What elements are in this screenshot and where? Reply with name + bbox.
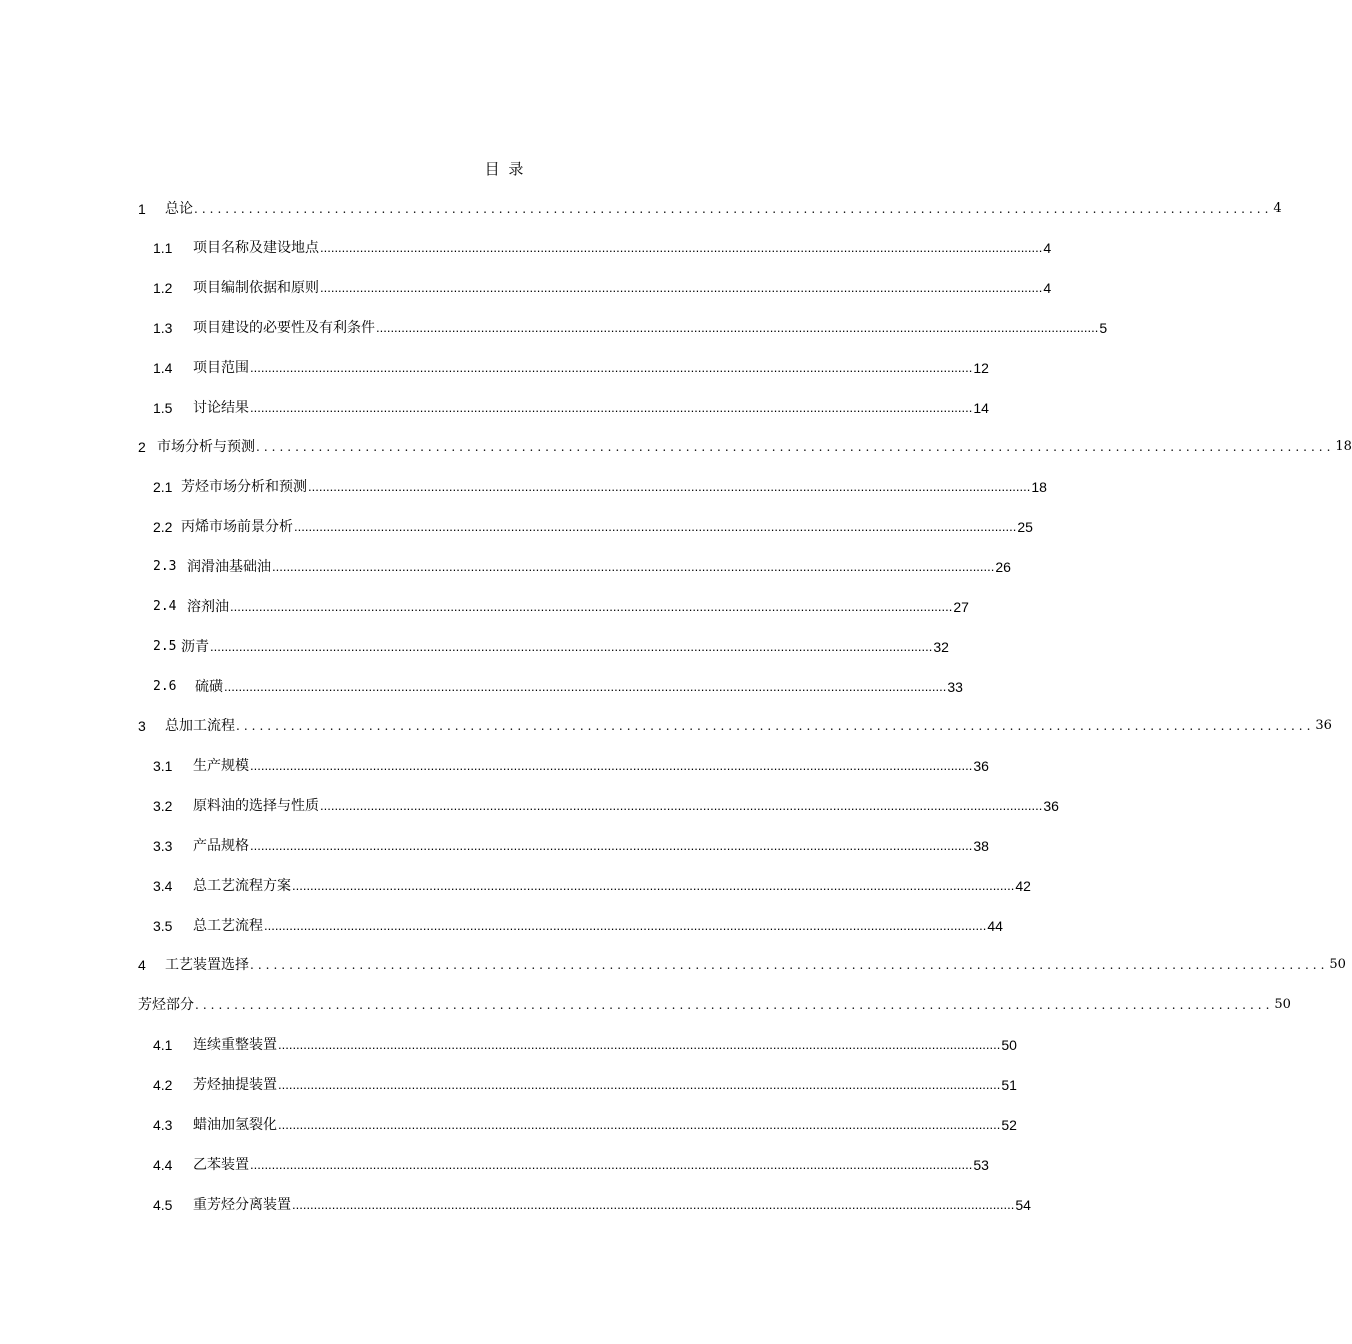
toc-entry[interactable] — [153, 1071, 1017, 1095]
toc-entry-number: 4.3 — [153, 1117, 173, 1133]
toc-dot-leader: ........................................................................................................................................................................................................ — [292, 878, 1015, 893]
toc-dot-leader: ........................................................................................................................................................................................................ — [292, 1197, 1015, 1212]
toc-entry-number: 4 — [138, 957, 146, 973]
toc-entry[interactable] — [153, 1111, 1017, 1135]
toc-entry-label: 丙烯市场前景分析 — [181, 519, 293, 535]
toc-entry-page: 4 — [1043, 280, 1052, 296]
toc-entry-number: 4.2 — [153, 1077, 173, 1093]
toc-dot-leader: ........................................................................................................................................................................................................ — [250, 838, 973, 853]
toc-entry-label: 溶剂油 — [187, 599, 229, 615]
toc-entry[interactable] — [138, 951, 1346, 975]
toc-entry-label: 沥青 — [181, 639, 209, 655]
toc-dot-leader: ........................................................................................................................................................................................................ — [264, 918, 987, 933]
toc-entry-page: 38 — [973, 838, 989, 854]
toc-entry[interactable] — [153, 752, 989, 776]
toc-entry-page: 36 — [1315, 718, 1332, 733]
toc-entry-number: 3.1 — [153, 758, 173, 774]
toc-dot-leader: ........................................................................................................................................................................................................ — [210, 639, 933, 654]
toc-entry-page: 53 — [973, 1157, 989, 1173]
toc-entry-label: 项目建设的必要性及有利条件 — [193, 320, 375, 336]
toc-entry-number: 2 — [138, 439, 146, 455]
toc-entry-label: 总工艺流程方案 — [193, 878, 291, 894]
toc-entry-label: 总工艺流程 — [193, 918, 263, 934]
toc-entry[interactable] — [153, 1031, 1017, 1055]
toc-entry-label: 润滑油基础油 — [187, 559, 271, 575]
toc-entry-page: 50 — [1274, 997, 1291, 1012]
toc-entry[interactable] — [153, 1151, 989, 1175]
toc-entry-number: 2.6 — [153, 679, 177, 694]
toc-entry[interactable] — [138, 991, 1291, 1015]
toc-entry-page: 26 — [995, 559, 1011, 575]
toc-entry-number: 2.5 — [153, 639, 177, 654]
toc-dot-leader: ........................................................................................................................................................................................................ — [230, 599, 953, 614]
toc-entry-number: 1.4 — [153, 360, 173, 376]
toc-entry-label: 芳烃部分 — [138, 997, 194, 1013]
toc-entry[interactable] — [153, 394, 989, 418]
toc-entry-label: 总论 — [165, 201, 193, 217]
toc-entry-page: 54 — [1015, 1197, 1031, 1213]
toc-dot-leader: ........................................................................................................................................................................................................ — [308, 479, 1031, 494]
toc-entry-label: 总加工流程 — [165, 718, 235, 734]
toc-entry-page: 36 — [973, 758, 989, 774]
toc-entry-label: 重芳烃分离装置 — [193, 1197, 291, 1213]
toc-entry-number: 4.5 — [153, 1197, 173, 1213]
toc-entry-label: 讨论结果 — [193, 400, 249, 416]
toc-dot-leader: ........................................................................................................................................................................................................ — [320, 280, 1043, 295]
toc-dot-leader: ........................................................................................................................................................................................................ — [278, 1077, 1001, 1092]
toc-entry-page: 4 — [1043, 240, 1052, 256]
toc-entry-page: 50 — [1329, 957, 1346, 972]
toc-entry-number: 1.5 — [153, 400, 173, 416]
toc-entry[interactable] — [153, 314, 1108, 338]
toc-dot-leader: ........................................................................................................................................................................................................ — [376, 320, 1099, 335]
toc-entry[interactable] — [153, 912, 1003, 936]
toc-entry-label: 工艺装置选择 — [165, 957, 249, 973]
toc-dot-leader: ........................................................................................................................................................................................................ — [250, 400, 973, 415]
toc-entry-page: 42 — [1015, 878, 1031, 894]
toc-dot-leader: .......................................................................................................................................... — [236, 719, 1315, 733]
toc-entry[interactable] — [153, 354, 989, 378]
toc-entry[interactable] — [153, 1191, 1031, 1215]
toc-entry-number: 3.5 — [153, 918, 173, 934]
toc-entry-number: 1.3 — [153, 320, 173, 336]
toc-entry-label: 硫磺 — [195, 679, 223, 695]
toc-dot-leader: ........................................................................................................................................................................................................ — [250, 758, 973, 773]
toc-entry-number: 3.2 — [153, 798, 173, 814]
toc-entry-number: 1.1 — [153, 240, 173, 256]
toc-entry-label: 产品规格 — [193, 838, 249, 854]
toc-entry-number: 4.1 — [153, 1037, 173, 1053]
toc-dot-leader: ........................................................................................................................................................................................................ — [250, 360, 973, 375]
toc-entry[interactable] — [153, 872, 1031, 896]
toc-dot-leader: ........................................................................................................................................................................................................ — [224, 679, 947, 694]
toc-entry-label: 项目编制依据和原则 — [193, 280, 319, 296]
toc-entry[interactable] — [153, 673, 963, 697]
toc-entry[interactable] — [153, 553, 1011, 577]
toc-entry-label: 市场分析与预测 — [157, 439, 255, 455]
toc-entry[interactable] — [153, 792, 1059, 816]
toc-entry-label: 项目名称及建设地点 — [193, 240, 319, 256]
toc-entry-page: 52 — [1001, 1117, 1017, 1133]
toc-entry[interactable] — [138, 195, 1282, 219]
toc-dot-leader: .......................................................................................................................................... — [256, 440, 1335, 454]
toc-entry-label: 连续重整装置 — [193, 1037, 277, 1053]
toc-dot-leader: ........................................................................................................................................................................................................ — [278, 1117, 1001, 1132]
toc-entry-label: 原料油的选择与性质 — [193, 798, 319, 814]
toc-entry-label: 芳烃市场分析和预测 — [181, 479, 307, 495]
toc-entry-page: 4 — [1273, 201, 1282, 216]
toc-dot-leader: ........................................................................................................................................................................................................ — [320, 798, 1043, 813]
toc-dot-leader: ........................................................................................................................................................................................................ — [250, 1157, 973, 1172]
toc-dot-leader: ........................................................................................................................................................................................................ — [278, 1037, 1001, 1052]
toc-entry-page: 12 — [973, 360, 989, 376]
toc-entry[interactable] — [153, 832, 989, 856]
toc-entry-page: 18 — [1335, 439, 1352, 454]
toc-entry-number: 2.4 — [153, 599, 177, 614]
toc-entry-page: 44 — [987, 918, 1003, 934]
toc-entry-number: 3.4 — [153, 878, 173, 894]
toc-entry-label: 乙苯装置 — [193, 1157, 249, 1173]
toc-entry-page: 27 — [953, 599, 969, 615]
toc-entry[interactable] — [153, 633, 949, 657]
toc-entry[interactable] — [153, 593, 969, 617]
toc-entry-number: 2.3 — [153, 559, 177, 574]
toc-entry[interactable] — [138, 433, 1352, 457]
toc-entry[interactable] — [153, 513, 1033, 537]
toc-entry[interactable] — [153, 274, 1052, 298]
toc-dot-leader: ........................................................................................................................................................................................................ — [294, 519, 1017, 534]
toc-entry-page: 36 — [1043, 798, 1059, 814]
toc-entry-number: 1 — [138, 201, 146, 217]
toc-entry-label: 蜡油加氢裂化 — [193, 1117, 277, 1133]
toc-entry-number: 1.2 — [153, 280, 173, 296]
toc-entry-label: 芳烃抽提装置 — [193, 1077, 277, 1093]
toc-dot-leader: ........................................................................................................................................................................................................ — [320, 240, 1043, 255]
toc-entry-number: 2.2 — [153, 519, 173, 535]
toc-entry-number: 4.4 — [153, 1157, 173, 1173]
toc-entry-page: 18 — [1031, 479, 1047, 495]
toc-dot-leader: .......................................................................................................................................... — [195, 998, 1274, 1012]
toc-entry-page: 32 — [933, 639, 949, 655]
toc-entry-page: 5 — [1099, 320, 1108, 336]
toc-entry-number: 2.1 — [153, 479, 173, 495]
toc-entry[interactable] — [138, 712, 1332, 736]
toc-entry-number: 3 — [138, 718, 146, 734]
toc-entry-page: 33 — [947, 679, 963, 695]
toc-entry-label: 生产规模 — [193, 758, 249, 774]
toc-title: 目 录 — [484, 160, 526, 178]
toc-dot-leader: .......................................................................................................................................... — [194, 202, 1273, 216]
toc-entry-label: 项目范围 — [193, 360, 249, 376]
toc-entry-page: 14 — [973, 400, 989, 416]
toc-entry-number: 3.3 — [153, 838, 173, 854]
toc-dot-leader: ........................................................................................................................................................................................................ — [272, 559, 995, 574]
toc-entry[interactable] — [153, 473, 1047, 497]
toc-dot-leader: .......................................................................................................................................... — [250, 958, 1329, 972]
toc-entry[interactable] — [153, 234, 1052, 258]
toc-entry-page: 50 — [1001, 1037, 1017, 1053]
toc-entry-page: 51 — [1001, 1077, 1017, 1093]
toc-entry-page: 25 — [1017, 519, 1033, 535]
